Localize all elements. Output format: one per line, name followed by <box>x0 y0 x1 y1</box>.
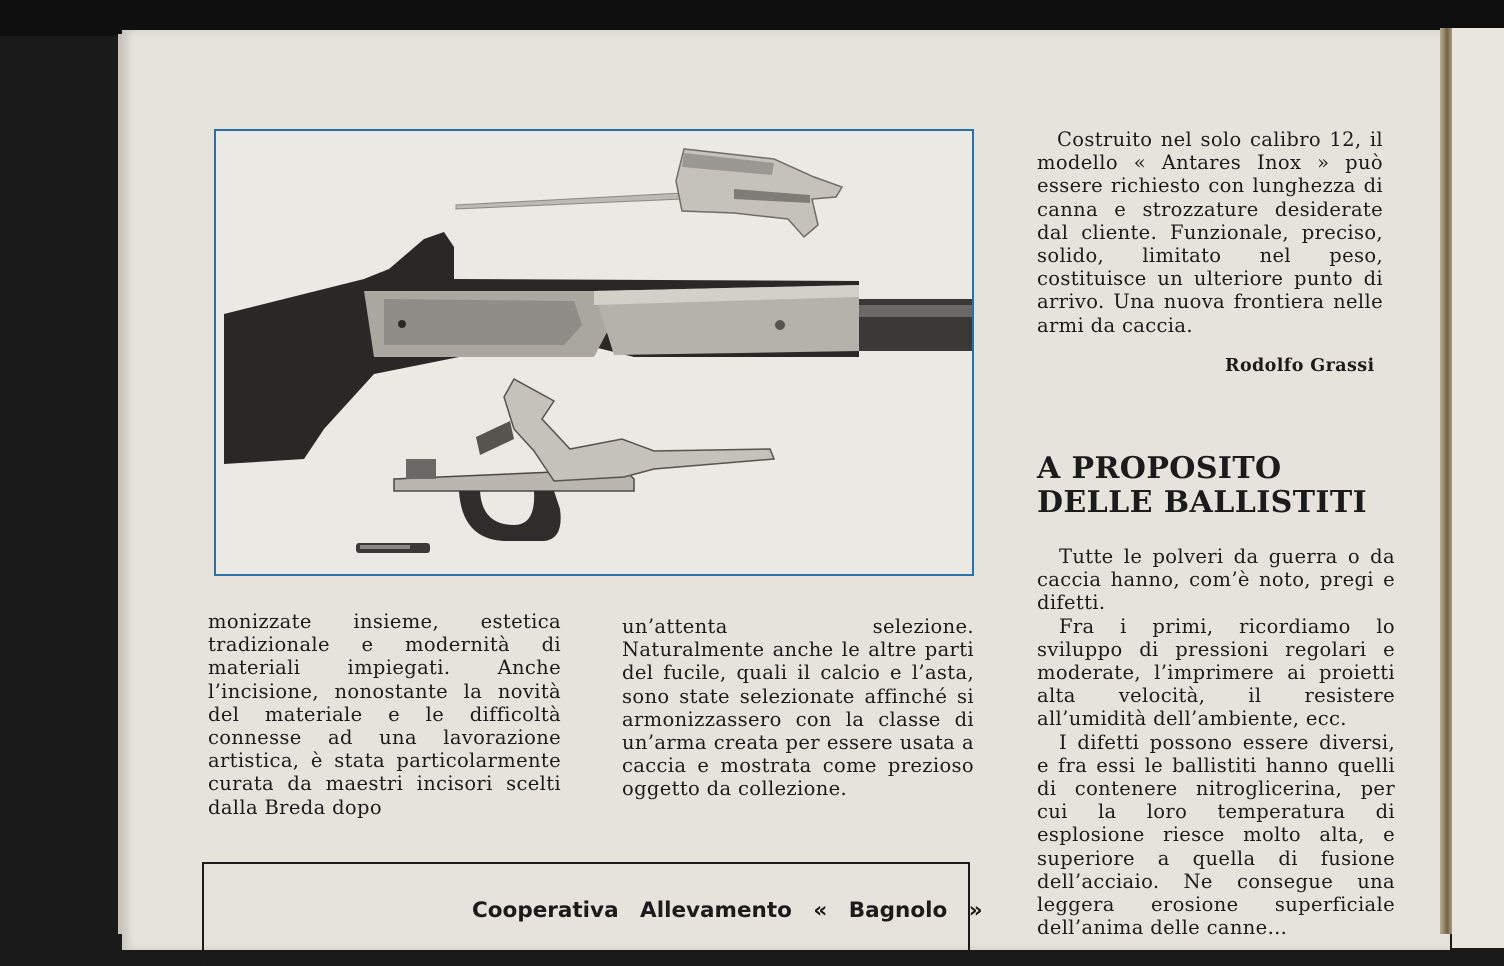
article-middle-column: un’attenta selezione. Naturalmente anche le altre parti del fucile, quali il calcio e l’asta, sono state selezionate affinché si armonizzassero con la classe di un’arma creata per essere usata a caccia e mostrata come prezioso oggetto da collezione. <box>622 615 974 801</box>
trigger-group-image <box>394 379 774 541</box>
article-left-column: monizzate insieme, estetica tradizionale e modernità di materiali impiegati. Anche l’incisione, nonostante la novità del materiale e le difficoltà connesse ad una lavorazione artistica, è stata particolarmente curata da maestri incisori scelti dalla Breda dopo <box>208 610 561 819</box>
ballistiti-article-body <box>1037 545 1395 939</box>
author-byline: Rodolfo Grassi <box>1225 356 1375 376</box>
book-gutter <box>1440 28 1452 934</box>
shotgun-photo <box>214 129 974 576</box>
paragraph: Tutte le polveri da guerra o da caccia hanno, com’è noto, pregi e difetti. <box>1037 545 1395 615</box>
bolt-assembly-image <box>456 149 842 237</box>
receiver-image <box>224 232 974 464</box>
article-right-intro: Costruito nel solo calibro 12, il modello « Antares Inox » può essere richiesto con lunghezza di canna e strozzature desiderate dal cliente. Funzionale, preciso, solido, limitato nel peso, costituisce un ulteriore punto di arrivo. Una nuova frontiera nelle armi da caccia. <box>1037 128 1383 337</box>
paragraph: Fra i primi, ricordiamo lo sviluppo di pressioni regolari e moderate, l’imprimere ai proietti alta velocità, il resistere all’umidità dell’ambiente, ecc. <box>1037 614 1395 731</box>
pin-image <box>356 543 430 553</box>
advertisement-title: Cooperativa Allevamento « Bagnolo » <box>472 898 983 923</box>
facing-page <box>1452 28 1504 948</box>
paragraph: I difetti possono essere diversi, e fra essi le ballistiti hanno quelli di contenere nitroglicerina, per cui la loro temperatura di esplosione riesce molto alta, e superiore a quella di fusione dell’acciaio. Ne consegue una leggera erosione superficiale dell’anima delle canne... <box>1037 730 1395 940</box>
section-heading: A PROPOSITO DELLE BALLISTITI <box>1037 451 1368 520</box>
